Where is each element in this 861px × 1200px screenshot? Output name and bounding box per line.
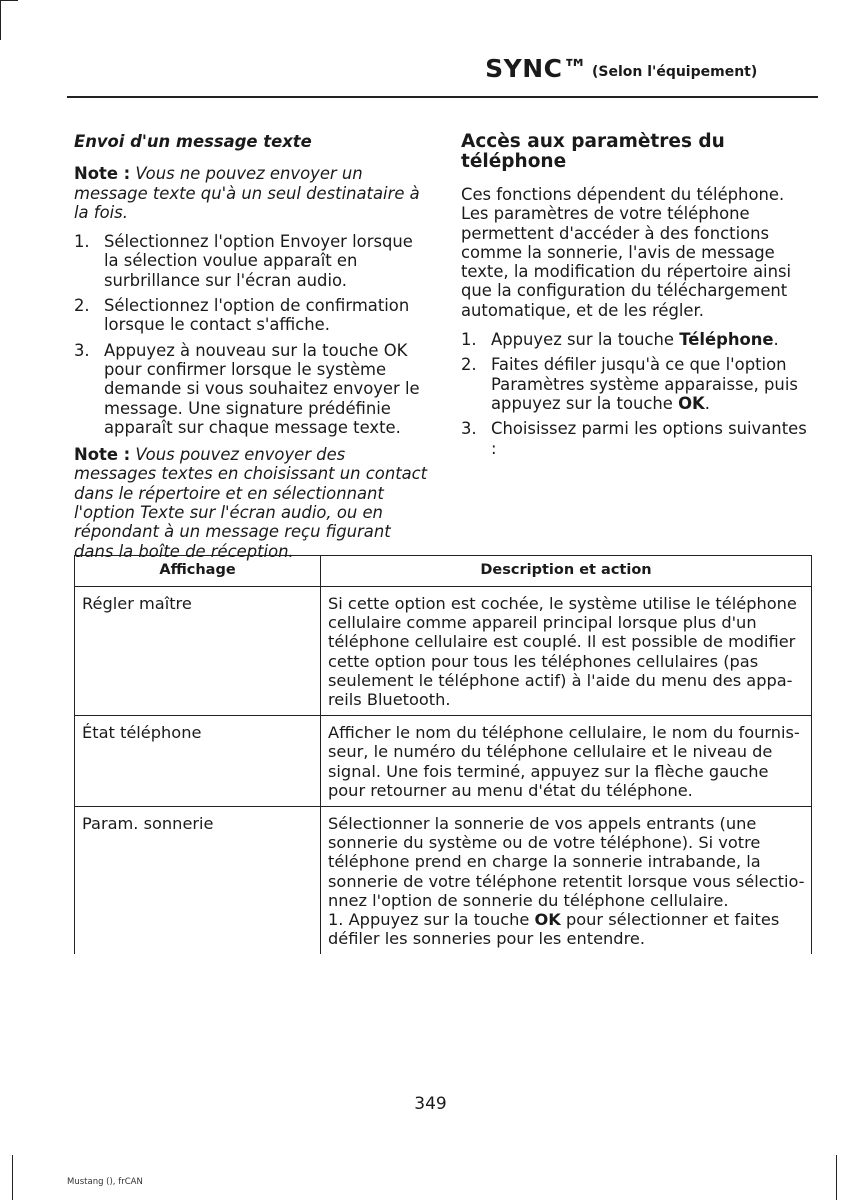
right-column bbox=[461, 132, 813, 464]
step-text: . bbox=[773, 330, 779, 350]
list-item bbox=[74, 296, 430, 335]
table-row bbox=[75, 716, 812, 807]
option-label: Param. sonnerie bbox=[75, 807, 321, 955]
left-column bbox=[74, 132, 430, 571]
note-label: Note : bbox=[74, 445, 131, 465]
note-label: Note : bbox=[74, 164, 131, 184]
step-text: Appuyez sur la touche bbox=[491, 330, 680, 350]
crop-mark bbox=[836, 1155, 837, 1200]
send-text-steps bbox=[74, 232, 430, 437]
note-text: Vous ne pouvez envoyer un message texte qu'à un seul destinataire à la fois. bbox=[74, 164, 420, 222]
step-text: . bbox=[704, 393, 710, 413]
list-item bbox=[461, 355, 813, 413]
header-divider bbox=[67, 96, 818, 98]
section-heading-phone-settings: Accès aux paramètres du téléphone bbox=[461, 131, 725, 172]
table-row bbox=[75, 587, 812, 716]
list-item bbox=[74, 232, 430, 290]
column-header-description: Description et action bbox=[321, 556, 812, 587]
page-number: 349 bbox=[414, 1094, 447, 1114]
list-item bbox=[461, 330, 813, 349]
note-single-recipient bbox=[74, 164, 430, 222]
crop-mark bbox=[0, 0, 18, 1]
column-header-display: Affichage bbox=[75, 556, 321, 587]
description-text: Sélectionner la sonnerie de vos appels entrants (une sonnerie du système ou de votre téléphone). Si votre téléphone prend en charge la sonnerie intrabande, la sonnerie de votre téléphone retentit lorsque vous sélectio-nnez l'option de sonnerie du téléphone cellulaire. bbox=[328, 814, 805, 910]
option-label: Régler maître bbox=[75, 587, 321, 716]
option-description: Afficher le nom du téléphone cellulaire, le nom du fournis-seur, le numéro du téléphone cellulaire et le niveau de signal. Une fois terminé, appuyez sur la flèche gauche pour retourner au menu d'état du téléphone. bbox=[321, 716, 812, 807]
step-text: Appuyez à nouveau sur la touche OK pour confirmer lorsque le système demande si vous souhaitez envoyer le message. Une signature prédéfinie apparaît sur chaque message texte. bbox=[104, 340, 420, 437]
step-number: 3. bbox=[461, 419, 477, 439]
option-description bbox=[321, 807, 812, 955]
section-heading-send-text: Envoi d'un message texte bbox=[74, 132, 312, 151]
step-number: 1. bbox=[74, 232, 90, 252]
phone-settings-steps bbox=[461, 330, 813, 458]
header-title: SYNC™ bbox=[485, 54, 588, 83]
option-label: État téléphone bbox=[75, 716, 321, 807]
crop-mark bbox=[0, 0, 1, 40]
step-number: 3. bbox=[74, 340, 90, 360]
key-label: OK bbox=[534, 910, 561, 930]
crop-mark bbox=[12, 1155, 13, 1200]
key-label: OK bbox=[678, 393, 705, 413]
step-text: 1. Appuyez sur la touche bbox=[328, 910, 535, 930]
footer-text: Mustang (), frCAN bbox=[67, 1177, 143, 1187]
table-row bbox=[75, 807, 812, 955]
step-text: pour sélectionner et faites défiler les sonneries pour les entendre. bbox=[328, 910, 780, 949]
step-number: 1. bbox=[461, 330, 477, 350]
list-item bbox=[461, 419, 813, 458]
step-number: 2. bbox=[461, 355, 477, 375]
phone-settings-table bbox=[74, 555, 812, 954]
key-label: Téléphone bbox=[679, 330, 774, 350]
step-number: 2. bbox=[74, 296, 90, 316]
note-send-options bbox=[74, 445, 430, 561]
intro-paragraph: Ces fonctions dépendent du téléphone. Les paramètres de votre téléphone permettent d'accéder à des fonctions comme la sonnerie, l'avis de message texte, la modification du répertoire ainsi que la configuration du téléchargement automatique, et de les régler. bbox=[461, 185, 792, 320]
step-text: Choisissez parmi les options suivantes : bbox=[491, 419, 807, 458]
table-header-row bbox=[75, 556, 812, 587]
option-description: Si cette option est cochée, le système utilise le téléphone cellulaire comme appareil principal lorsque plus d'un téléphone cellulaire est couplé. Il est possible de modifier cette option pour tous les téléphones cellulaires (pas seulement le téléphone actif) à l'aide du menu des appa-reils Bluetooth. bbox=[321, 587, 812, 716]
note-text: Vous pouvez envoyer des messages textes en choisissant un contact dans le répertoire et en sélectionnant l'option Texte sur l'écran audio, ou en répondant à un message reçu figurant dans la boîte de réception. bbox=[74, 445, 428, 561]
header-subtitle: (Selon l'équipement) bbox=[592, 64, 758, 80]
list-item bbox=[74, 341, 430, 437]
step-text: Faites défiler jusqu'à ce que l'option Paramètres système apparaisse, puis appuyez sur la touche bbox=[491, 355, 798, 413]
step-text: Sélectionnez l'option Envoyer lorsque la sélection voulue apparaît en surbrillance sur l'écran audio. bbox=[104, 232, 413, 290]
step-text: Sélectionnez l'option de confirmation lorsque le contact s'affiche. bbox=[104, 296, 410, 335]
